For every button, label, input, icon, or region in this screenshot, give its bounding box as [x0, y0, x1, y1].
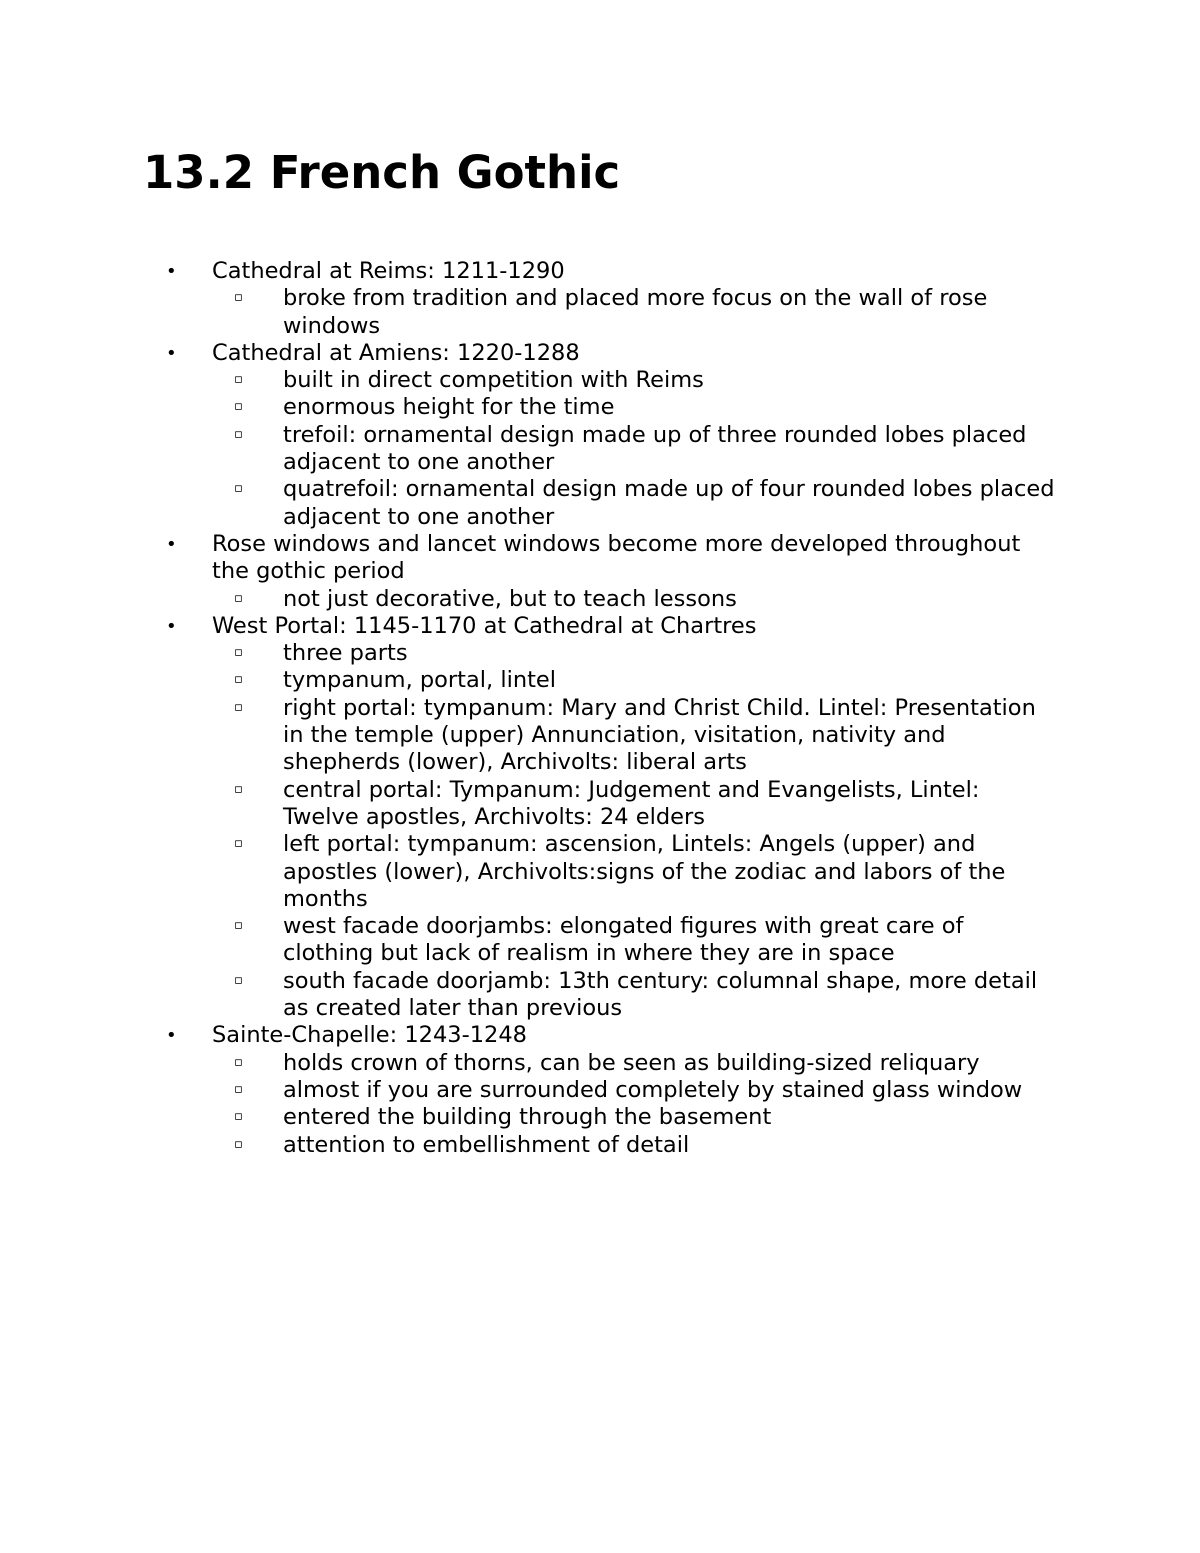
bullet-icon: •	[166, 1025, 177, 1047]
sub-bullet-icon: ▫	[234, 781, 243, 797]
list-item	[0, 1022, 1062, 1158]
sub-bullet-icon: ▫	[234, 1109, 243, 1125]
sub-bullet-icon: ▫	[234, 481, 243, 497]
sub-bullet-icon: ▫	[234, 1054, 243, 1070]
section-heading: Cathedral at Reims: 1211-1290	[212, 258, 565, 284]
sub-item-text: attention to embellishment of detail	[283, 1131, 690, 1158]
sub-list	[212, 285, 1062, 340]
sub-list	[212, 640, 1062, 1022]
sub-list-item	[0, 968, 1058, 1023]
sub-list	[212, 1050, 1062, 1159]
sub-item-text: quatrefoil: ornamental design made up of four rounded lobes placed adjacent to one another	[283, 476, 1055, 530]
sub-list-item	[0, 1132, 1058, 1159]
sub-bullet-icon: ▫	[234, 836, 243, 852]
list-item	[0, 613, 1062, 1022]
sub-list-item	[0, 394, 1058, 421]
sub-list-item	[0, 1077, 1058, 1104]
sub-item-text: central portal: Tympanum: Judgement and Evangelists, Lintel: Twelve apostles, Archivolts: 24 elders	[283, 776, 980, 830]
sub-list-item	[0, 1104, 1058, 1131]
sub-bullet-icon: ▫	[234, 645, 243, 661]
bullet-icon: •	[166, 261, 177, 282]
sub-item-text: almost if you are surrounded completely by stained glass window	[283, 1076, 1023, 1103]
sub-list-item	[0, 777, 1058, 832]
sub-item-text: enormous height for the time	[283, 394, 615, 421]
sub-item-text: left portal: tympanum: ascension, Lintels: Angels (upper) and apostles (lower), Archivolts:signs of the zodiac and labors of the months	[283, 831, 1006, 912]
sub-list-item	[0, 831, 1058, 913]
sub-bullet-icon: ▫	[234, 590, 243, 606]
section-heading: Rose windows and lancet windows become more developed throughout the gothic period	[212, 530, 1021, 585]
sub-item-text: south facade doorjamb: 13th century: columnal shape, more detail as created later than previous	[283, 967, 1038, 1022]
section-heading: West Portal: 1145-1170 at Cathedral at Chartres	[212, 612, 757, 639]
sub-list-item	[0, 1050, 1058, 1077]
sub-list	[212, 586, 1062, 613]
section-heading: Cathedral at Amiens: 1220-1288	[212, 339, 580, 366]
sub-list-item	[0, 640, 1058, 667]
sub-bullet-icon: ▫	[234, 426, 243, 442]
notes-outline	[0, 258, 1200, 1159]
sub-bullet-icon: ▫	[234, 372, 243, 388]
sub-bullet-icon: ▫	[234, 1136, 243, 1152]
sub-list-item	[0, 695, 1058, 777]
sub-list	[212, 367, 1062, 531]
bullet-icon: •	[166, 533, 177, 555]
sub-bullet-icon: ▫	[234, 699, 243, 715]
sub-bullet-icon: ▫	[234, 672, 243, 688]
sub-item-text: three parts	[283, 640, 408, 667]
sub-item-text: right portal: tympanum: Mary and Christ Child. Lintel: Presentation in the temple (upper) Annunciation, visitation, nativity and shepherds (lower), Archivolts: liberal arts	[283, 694, 1036, 776]
sub-list-item	[0, 422, 1058, 477]
sub-bullet-icon: ▫	[234, 399, 243, 415]
sub-item-text: entered the building through the basement	[283, 1104, 772, 1131]
sub-bullet-icon: ▫	[234, 290, 243, 306]
sub-bullet-icon: ▫	[234, 918, 243, 934]
sub-item-text: west facade doorjambs: elongated figures with great care of clothing but lack of realism in where they are in space	[283, 913, 964, 967]
sub-item-text: not just decorative, but to teach lessons	[283, 585, 737, 612]
sub-bullet-icon: ▫	[234, 972, 243, 988]
sub-list-item	[0, 586, 1058, 613]
sub-item-text: tympanum, portal, lintel	[283, 667, 557, 694]
list-item	[0, 531, 1062, 613]
sub-bullet-icon: ▫	[234, 1081, 243, 1097]
sub-list-item	[0, 913, 1058, 968]
section-heading: Sainte-Chapelle: 1243-1248	[212, 1022, 527, 1049]
sub-item-text: trefoil: ornamental design made up of three rounded lobes placed adjacent to one another	[283, 421, 1027, 476]
sub-item-text: broke from tradition and placed more focus on the wall of rose windows	[283, 285, 988, 339]
sub-item-text: built in direct competition with Reims	[283, 367, 704, 394]
list-item	[0, 258, 1062, 340]
bullet-icon: •	[166, 615, 177, 637]
bullet-icon: •	[166, 342, 177, 364]
sub-list-item	[0, 667, 1058, 694]
sub-list-item	[0, 285, 1058, 340]
sub-list-item	[0, 476, 1058, 531]
page-title: 13.2 French Gothic	[143, 146, 621, 199]
list-item	[0, 340, 1062, 531]
sub-item-text: holds crown of thorns, can be seen as building-sized reliquary	[283, 1049, 980, 1076]
sub-list-item	[0, 367, 1058, 394]
